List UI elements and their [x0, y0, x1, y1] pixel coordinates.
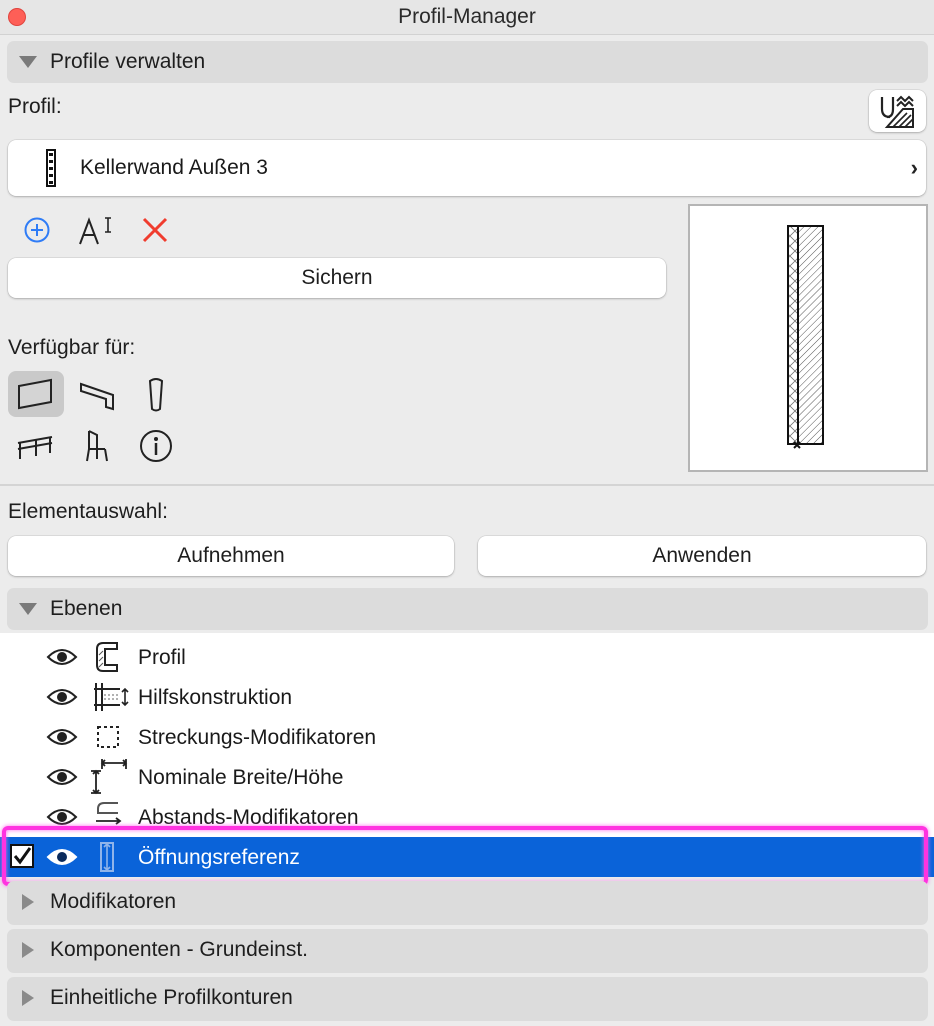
disclosure-expanded-icon — [19, 56, 37, 68]
layer-label: Öffnungsreferenz — [138, 846, 300, 869]
section-header-modifiers[interactable] — [7, 881, 928, 925]
selection-highlight-annotation — [2, 826, 928, 886]
profile-preview-drawing — [690, 206, 926, 470]
apply-button[interactable]: Anwenden — [478, 536, 926, 576]
layer-row-nominal-size[interactable] — [0, 757, 934, 797]
window-title: Profil-Manager — [398, 5, 536, 28]
disclosure-collapsed-icon — [22, 894, 34, 910]
layer-label: Abstands-Modifikatoren — [138, 806, 359, 829]
section-header-manage-profiles[interactable] — [7, 41, 928, 83]
disclosure-expanded-icon — [19, 603, 37, 615]
wall-tool-icon[interactable] — [16, 378, 56, 410]
eye-icon[interactable] — [46, 727, 78, 747]
section-label: Komponenten - Grundeinst. — [50, 938, 308, 961]
profile-settings-icon — [879, 93, 917, 129]
element-selection-label: Elementauswahl: — [8, 500, 168, 523]
available-for-label: Verfügbar für: — [8, 336, 136, 359]
construction-layer-icon — [92, 681, 130, 713]
info-icon[interactable] — [139, 429, 173, 463]
profile-preview — [688, 204, 928, 472]
wall-profile-icon — [44, 149, 58, 187]
profile-settings-button[interactable] — [869, 90, 926, 132]
section-label: Modifikatoren — [50, 890, 177, 913]
layer-row-stretch[interactable] — [0, 717, 934, 757]
section-header-components[interactable] — [7, 929, 928, 973]
layer-label: Profil — [138, 646, 186, 669]
divider — [0, 484, 934, 486]
beam-tool-icon[interactable] — [78, 381, 118, 411]
section-label: Ebenen — [50, 597, 123, 620]
layer-label: Hilfskonstruktion — [138, 686, 293, 709]
section-header-layers[interactable] — [7, 588, 928, 630]
disclosure-collapsed-icon — [22, 942, 34, 958]
rename-profile-icon[interactable] — [78, 216, 114, 246]
profile-layer-icon — [93, 641, 121, 673]
column-tool-icon[interactable] — [146, 377, 166, 413]
add-profile-icon[interactable] — [23, 216, 51, 244]
profile-selector[interactable] — [8, 140, 926, 196]
layer-row-profile[interactable] — [0, 637, 934, 677]
eye-icon[interactable] — [46, 647, 78, 667]
eye-icon[interactable] — [46, 767, 78, 787]
object-chair-icon[interactable] — [83, 429, 111, 463]
railing-tool-icon[interactable] — [16, 433, 54, 461]
delete-profile-icon[interactable] — [141, 216, 169, 244]
chevron-right-icon: › — [910, 155, 918, 180]
selected-profile-name: Kellerwand Außen 3 — [80, 156, 268, 179]
layer-row-construction[interactable] — [0, 677, 934, 717]
pick-up-button[interactable]: Aufnehmen — [8, 536, 454, 576]
profile-label: Profil: — [8, 95, 62, 118]
section-header-unified-contours[interactable] — [7, 977, 928, 1021]
eye-icon[interactable] — [46, 687, 78, 707]
disclosure-collapsed-icon — [22, 990, 34, 1006]
layer-label: Streckungs-Modifikatoren — [138, 726, 377, 749]
nominal-size-layer-icon — [90, 759, 130, 795]
title-bar — [0, 0, 934, 35]
eye-icon[interactable] — [46, 807, 78, 827]
save-button[interactable]: Sichern — [8, 258, 666, 298]
section-label: Profile verwalten — [50, 50, 206, 73]
section-label: Einheitliche Profilkonturen — [50, 986, 293, 1009]
stretch-layer-icon — [94, 723, 122, 751]
layer-label: Nominale Breite/Höhe — [138, 766, 344, 789]
